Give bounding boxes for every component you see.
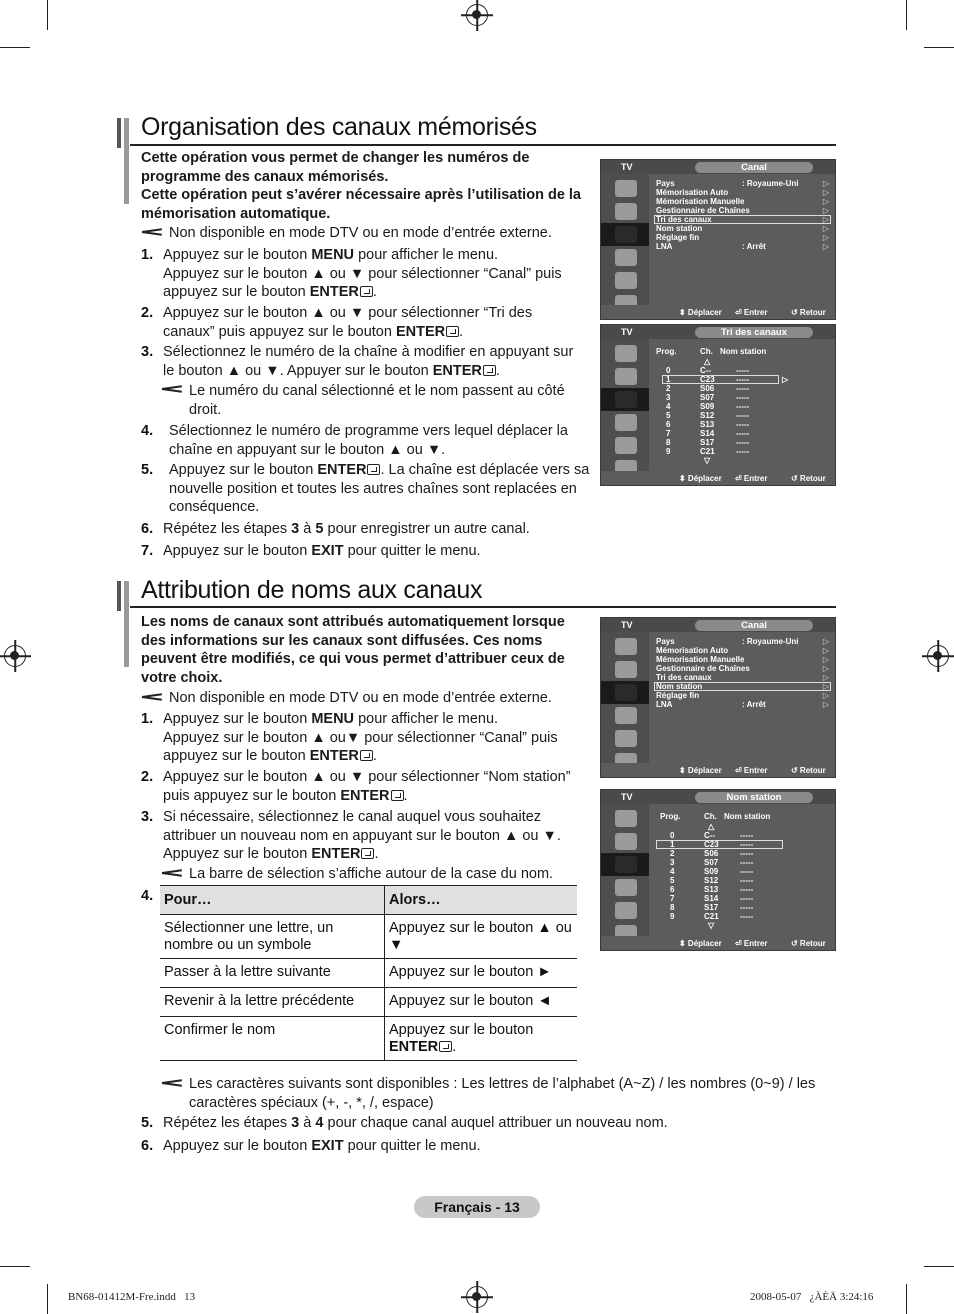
section-bar xyxy=(117,581,121,611)
menu-item: LNA xyxy=(656,242,673,251)
prog-number: 5 xyxy=(666,411,671,420)
key-enter: ENTER xyxy=(389,1039,439,1055)
table-cell: Confirmer le nom xyxy=(160,1017,385,1061)
crop-mark xyxy=(906,1284,907,1314)
action-table xyxy=(160,885,577,1061)
prog-number: 0 xyxy=(666,366,671,375)
step-text xyxy=(163,542,583,561)
scroll-down-icon: ▽ xyxy=(704,456,711,465)
menu-tv-label: TV xyxy=(621,327,633,337)
enter-icon xyxy=(361,848,374,859)
channel-name: S09 xyxy=(700,402,715,411)
step-text-part: Si nécessaire, sélectionnez le canal auquel vous souhaitez attribuer un nouveau nom en appuyant sur le bouton ▲ ou ▼. Appuyez sur le bouton xyxy=(163,809,561,862)
menu-item: Mémorisation Auto xyxy=(656,646,729,655)
channel-name: S14 xyxy=(700,429,715,438)
step-text-part: Appuyez sur le bouton xyxy=(163,247,308,263)
station-name: ----- xyxy=(740,912,754,921)
prog-number: 4 xyxy=(666,402,671,411)
table-row xyxy=(160,1017,577,1061)
step-text-part: à xyxy=(303,1115,312,1131)
channel-name: S09 xyxy=(704,867,719,876)
crop-mark xyxy=(47,1284,48,1314)
channel-name: C23 xyxy=(704,840,719,849)
menu-item-arrow-icon: ▷ xyxy=(822,637,829,646)
column-header: Nom station xyxy=(720,347,767,356)
menu-content xyxy=(652,174,835,305)
section-bar xyxy=(124,118,129,204)
step-text-part: Répétez les étapes xyxy=(163,521,288,537)
prog-number: 3 xyxy=(670,858,675,867)
menu-item: Réglage fin xyxy=(656,691,700,700)
channel-name: C23 xyxy=(700,375,715,384)
step-text xyxy=(163,520,583,539)
step-text: Appuyez sur le bouton ▲ ou ▼ pour sélectionner “Nom station” puis appuyez sur le bouton ENTER . xyxy=(163,769,571,804)
station-name: ----- xyxy=(736,402,750,411)
key-enter: ENTER xyxy=(309,748,359,764)
step-number: 3. xyxy=(141,344,154,360)
menu-category-icon xyxy=(615,833,637,850)
station-name: ----- xyxy=(740,831,754,840)
prog-number: 6 xyxy=(670,885,675,894)
note-arrow-icon xyxy=(162,384,184,394)
channel-name: S07 xyxy=(700,393,715,402)
column-header: Prog. xyxy=(660,812,681,821)
section-title: Organisation des canaux mémorisés xyxy=(141,113,537,141)
section-bar xyxy=(117,118,121,148)
table-row xyxy=(160,959,577,988)
table-cell: Appuyez sur le bouton ENTER . xyxy=(385,1017,578,1061)
footer-move-hint: ⬍ Déplacer xyxy=(679,766,722,775)
menu-item: LNA xyxy=(656,700,673,709)
column-header: Ch. xyxy=(700,347,713,356)
channel-name: C21 xyxy=(704,912,719,921)
station-name: ----- xyxy=(736,420,750,429)
step-number: 1. xyxy=(141,711,154,727)
menu-category-icon xyxy=(615,707,637,724)
step-ref: 3 xyxy=(291,521,300,537)
channel-name: C-- xyxy=(704,831,716,840)
table-cell: Passer à la lettre suivante xyxy=(160,959,385,988)
enter-icon xyxy=(367,464,380,475)
scroll-down-icon: ▽ xyxy=(708,921,715,930)
menu-category-icon xyxy=(615,180,637,197)
menu-item-arrow-icon: ▷ xyxy=(822,242,829,251)
table-row xyxy=(160,988,577,1017)
footer-enter-hint: ⏎ Entrer xyxy=(735,766,768,775)
channel-name: S13 xyxy=(704,885,719,894)
prog-number: 7 xyxy=(666,429,671,438)
prog-number: 1 xyxy=(670,840,675,849)
footer-back-hint: ↺ Retour xyxy=(791,766,826,775)
step-text: Appuyez sur le bouton ▲ ou ▼ pour sélectionner “Tri des canaux” puis appuyez sur le bouton ENTER . xyxy=(163,305,533,340)
menu-selection-box xyxy=(656,840,783,849)
menu-item: Pays xyxy=(656,637,675,646)
key-enter: ENTER xyxy=(432,362,482,379)
menu-item: Tri des canaux xyxy=(656,673,712,682)
menu-item-arrow-icon: ▷ xyxy=(822,233,829,242)
prog-number: 0 xyxy=(670,831,675,840)
table-cell: Appuyez sur le bouton ▲ ou ▼ xyxy=(385,915,578,959)
note-arrow-icon xyxy=(142,227,164,237)
scroll-up-icon: △ xyxy=(708,822,715,831)
key-enter: ENTER xyxy=(311,846,361,862)
step-number: 5. xyxy=(141,1115,154,1131)
note-text: Non disponible en mode DTV ou en mode d’entrée externe. xyxy=(169,690,552,706)
section-title: Attribution de noms aux canaux xyxy=(141,576,483,604)
menu-content xyxy=(652,804,835,936)
enter-icon xyxy=(360,286,373,297)
menu-category-icon xyxy=(615,879,637,896)
step-text-part: pour quitter le menu. xyxy=(347,1138,481,1154)
move-right-icon: ▷ xyxy=(782,375,789,384)
step-text-part: Répétez les étapes xyxy=(163,1115,288,1131)
footer-file: BN68-01412M-Fre.indd 13 xyxy=(68,1291,196,1303)
prog-number: 1 xyxy=(666,375,671,384)
crop-mark xyxy=(0,47,30,48)
menu-category-icon xyxy=(615,391,637,408)
column-header: Nom station xyxy=(724,812,771,821)
step-text xyxy=(169,461,591,517)
menu-category-icon xyxy=(615,810,637,827)
menu-footer xyxy=(601,305,835,319)
intro-text: Les noms de canaux sont attribués automatiquement lorsque des informations sur les canaux sont diffusées. Ces noms peuvent être modifiés, ce qui vous permet d’attribuer ceux de votre choix. xyxy=(141,614,565,686)
menu-item-arrow-icon: ▷ xyxy=(822,188,829,197)
note-text: Non disponible en mode DTV ou en mode d’entrée externe. xyxy=(169,225,552,241)
prog-number: 9 xyxy=(666,447,671,456)
key-exit: EXIT xyxy=(311,1138,344,1154)
menu-title: Tri des canaux xyxy=(695,327,813,338)
enter-icon xyxy=(483,365,496,376)
menu-item-arrow-icon: ▷ xyxy=(822,664,829,673)
menu-category-icon xyxy=(615,249,637,266)
menu-item-arrow-icon: ▷ xyxy=(822,682,829,691)
menu-item: Pays xyxy=(656,179,675,188)
registration-mark-icon xyxy=(466,1286,488,1308)
menu-footer xyxy=(601,936,835,950)
step-text-part: pour chaque canal auquel attribuer un nouveau nom. xyxy=(327,1115,668,1131)
menu-content xyxy=(652,632,835,763)
step-number: 1. xyxy=(141,247,154,263)
channel-name: S13 xyxy=(700,420,715,429)
menu-selection-box xyxy=(662,375,779,384)
menu-category-icon xyxy=(615,730,637,747)
station-name: ----- xyxy=(736,429,750,438)
note-arrow-icon xyxy=(162,1078,184,1088)
footer-back-hint: ↺ Retour xyxy=(791,474,826,483)
menu-sidebar xyxy=(601,339,649,471)
scroll-up-icon: △ xyxy=(704,357,711,366)
step-number: 3. xyxy=(141,809,154,825)
crop-mark xyxy=(0,1266,30,1267)
menu-item: Mémorisation Manuelle xyxy=(656,197,745,206)
step-text-part: à xyxy=(303,521,312,537)
station-name: ----- xyxy=(736,375,750,384)
menu-tv-label: TV xyxy=(621,620,633,630)
footer-enter-hint: ⏎ Entrer xyxy=(735,308,768,317)
step-text-part: pour quitter le menu. xyxy=(347,543,481,559)
menu-title: Canal xyxy=(695,162,813,173)
tv-menu-canal xyxy=(600,159,836,320)
menu-sidebar xyxy=(601,174,649,305)
intro-text: Cette opération vous permet de changer les numéros de programme des canaux mémorisés. xyxy=(141,150,530,185)
step-text: Sélectionnez le numéro de la chaîne à modifier en appuyant sur le bouton ▲ ou ▼. Appuyer sur le bouton ENTER . xyxy=(163,344,574,379)
channel-name: S17 xyxy=(700,438,715,447)
channel-name: S14 xyxy=(704,894,719,903)
menu-footer xyxy=(601,471,835,485)
menu-item-arrow-icon: ▷ xyxy=(822,197,829,206)
menu-title: Canal xyxy=(695,620,813,631)
station-name: ----- xyxy=(740,849,754,858)
step-ref: 4 xyxy=(315,1115,324,1131)
footer-back-hint: ↺ Retour xyxy=(791,939,826,948)
step-number: 2. xyxy=(141,769,154,785)
step-number: 4. xyxy=(141,888,154,904)
prog-number: 3 xyxy=(666,393,671,402)
station-name: ----- xyxy=(740,858,754,867)
key-enter: ENTER xyxy=(317,462,367,478)
footer-back-hint: ↺ Retour xyxy=(791,308,826,317)
menu-tv-label: TV xyxy=(621,162,633,172)
step-text-part: Sélectionnez le numéro de la chaîne à modifier en appuyant sur le bouton ▲ ou ▼. Appuyer sur le bouton xyxy=(163,344,574,379)
step-text-part: Appuyez sur le bouton ▲ ou ▼ pour sélectionner “Nom station” puis appuyez sur le bouton xyxy=(163,769,571,804)
menu-category-icon xyxy=(615,902,637,919)
step-text-part: Appuyez sur le bouton xyxy=(163,543,308,559)
table-header-row xyxy=(160,886,577,915)
channel-name: C21 xyxy=(700,447,715,456)
step-text-part: Appuyez sur le bouton xyxy=(163,711,308,727)
key-enter: ENTER xyxy=(340,787,390,804)
prog-number: 8 xyxy=(670,903,675,912)
prog-number: 8 xyxy=(666,438,671,447)
section-bar xyxy=(124,581,129,667)
step-ref: 3 xyxy=(291,1115,300,1131)
table-cell: Appuyez sur le bouton ► xyxy=(385,959,578,988)
note-text: Le numéro du canal sélectionné et le nom passent au côté droit. xyxy=(189,383,565,418)
menu-item-arrow-icon: ▷ xyxy=(822,700,829,709)
station-name: ----- xyxy=(736,438,750,447)
menu-item: Gestionnaire de Chaînes xyxy=(656,206,750,215)
menu-item: Gestionnaire de Chaînes xyxy=(656,664,750,673)
menu-header xyxy=(601,325,835,339)
menu-item-value: : Arrêt xyxy=(742,242,766,251)
column-header: Prog. xyxy=(656,347,677,356)
crop-mark xyxy=(924,1266,954,1267)
prog-number: 4 xyxy=(670,867,675,876)
step-text-part: pour afficher le menu. xyxy=(358,711,499,727)
menu-sidebar xyxy=(601,632,649,763)
crop-mark xyxy=(47,0,48,30)
station-name: ----- xyxy=(736,366,750,375)
key-menu: MENU xyxy=(311,247,355,263)
menu-category-icon xyxy=(615,272,637,289)
menu-header xyxy=(601,790,835,804)
step-text: Si nécessaire, sélectionnez le canal auquel vous souhaitez attribuer un nouveau nom en appuyant sur le bouton ▲ ou ▼. Appuyez sur le bouton ENTER . xyxy=(163,809,561,862)
registration-mark-icon xyxy=(927,645,949,667)
step-text: Appuyez sur le bouton MENU pour afficher le menu. Appuyez sur le bouton ▲ ou▼ pour sélectionner “Canal” puis appuyez sur le bouton ENTER . xyxy=(163,711,558,764)
registration-mark-icon xyxy=(4,645,26,667)
step-text-part: pour afficher le menu. xyxy=(358,247,499,263)
station-name: ----- xyxy=(740,876,754,885)
tv-menu-canal xyxy=(600,617,836,778)
step-number: 6. xyxy=(141,521,154,537)
channel-name: S07 xyxy=(704,858,719,867)
menu-category-icon xyxy=(615,368,637,385)
menu-header xyxy=(601,618,835,632)
table-cell: Sélectionner une lettre, un nombre ou un symbole xyxy=(160,915,385,959)
note-arrow-icon xyxy=(142,692,164,702)
step-number: 6. xyxy=(141,1138,154,1154)
station-name: ----- xyxy=(740,840,754,849)
channel-name: S17 xyxy=(704,903,719,912)
station-name: ----- xyxy=(740,894,754,903)
menu-title: Nom station xyxy=(695,792,813,803)
menu-item: Tri des canaux xyxy=(656,215,712,224)
channel-name: S12 xyxy=(704,876,719,885)
channel-name: S06 xyxy=(700,384,715,393)
step-text xyxy=(163,1114,763,1133)
enter-icon xyxy=(391,790,404,801)
footer-enter-hint: ⏎ Entrer xyxy=(735,474,768,483)
menu-item-arrow-icon: ▷ xyxy=(822,224,829,233)
title-rule xyxy=(130,144,836,146)
table-cell: Appuyez sur le bouton ◄ xyxy=(385,988,578,1017)
enter-icon xyxy=(439,1041,452,1052)
key-menu: MENU xyxy=(311,711,355,727)
registration-mark-icon xyxy=(466,4,488,26)
step-text-part: . La chaîne est déplacée vers sa nouvelle position et toutes les autres chaînes sont replacées en conséquence. xyxy=(169,462,590,515)
menu-category-icon xyxy=(615,856,637,873)
table-cell-text: Appuyez sur le bouton xyxy=(389,1022,534,1038)
step-text: Appuyez sur le bouton MENU pour afficher le menu. Appuyez sur le bouton ▲ ou ▼ pour sélectionner “Canal” puis appuyez sur le bouton ENTER . xyxy=(163,247,562,300)
footer-move-hint: ⬍ Déplacer xyxy=(679,474,722,483)
channel-name: S12 xyxy=(700,411,715,420)
menu-item-arrow-icon: ▷ xyxy=(822,691,829,700)
menu-category-icon xyxy=(615,437,637,454)
menu-category-icon xyxy=(615,661,637,678)
menu-item: Mémorisation Auto xyxy=(656,188,729,197)
menu-header xyxy=(601,160,835,174)
key-enter: ENTER xyxy=(395,323,446,340)
step-text-part: Appuyez sur le bouton ▲ ou▼ pour sélectionner “Canal” puis appuyez sur le bouton xyxy=(163,729,558,764)
prog-number: 7 xyxy=(670,894,675,903)
table-cell: Revenir à la lettre précédente xyxy=(160,988,385,1017)
channel-name: C-- xyxy=(700,366,712,375)
menu-item-arrow-icon: ▷ xyxy=(822,179,829,188)
menu-tv-label: TV xyxy=(621,792,633,802)
station-name: ----- xyxy=(736,411,750,420)
table-header: Pour… xyxy=(160,886,385,915)
menu-content xyxy=(652,339,835,471)
step-text xyxy=(163,1137,763,1156)
station-name: ----- xyxy=(740,903,754,912)
step-text-part: pour enregistrer un autre canal. xyxy=(327,521,530,537)
step-number: 5. xyxy=(141,462,154,478)
prog-number: 5 xyxy=(670,876,675,885)
tv-menu-nom-station xyxy=(600,789,836,951)
menu-item-value: : Royaume-Uni xyxy=(742,179,799,188)
footer-enter-hint: ⏎ Entrer xyxy=(735,939,768,948)
channel-name: S06 xyxy=(704,849,719,858)
prog-number: 2 xyxy=(666,384,671,393)
station-name: ----- xyxy=(736,393,750,402)
menu-sidebar xyxy=(601,804,649,936)
note-text: La barre de sélection s’affiche autour de la case du nom. xyxy=(189,866,554,882)
menu-footer xyxy=(601,763,835,777)
menu-item-arrow-icon: ▷ xyxy=(822,655,829,664)
menu-category-icon xyxy=(615,638,637,655)
menu-category-icon xyxy=(615,203,637,220)
menu-item-arrow-icon: ▷ xyxy=(822,215,829,224)
prog-number: 2 xyxy=(670,849,675,858)
prog-number: 6 xyxy=(666,420,671,429)
step-text-part: Appuyez sur le bouton xyxy=(169,462,314,478)
crop-mark xyxy=(906,0,907,30)
menu-item-arrow-icon: ▷ xyxy=(822,646,829,655)
note-text: Les caractères suivants sont disponibles : Les lettres de l’alphabet (A~Z) / les nombres (0~9) / les caractères spéciaux (+, -, *, /, espace) xyxy=(189,1076,816,1111)
station-name: ----- xyxy=(740,885,754,894)
menu-item: Nom station xyxy=(656,682,703,691)
menu-item-value: : Royaume-Uni xyxy=(742,637,799,646)
step-text-part: Appuyez sur le bouton xyxy=(163,1138,308,1154)
menu-category-icon xyxy=(615,414,637,431)
menu-item: Réglage fin xyxy=(656,233,700,242)
menu-item: Mémorisation Manuelle xyxy=(656,655,745,664)
menu-category-icon xyxy=(615,226,637,243)
key-exit: EXIT xyxy=(311,543,344,559)
menu-category-icon xyxy=(615,345,637,362)
step-text: Sélectionnez le numéro de programme vers lequel déplacer la chaîne en appuyant sur le bouton ▲ ou ▼. xyxy=(169,423,568,458)
enter-icon xyxy=(446,326,459,337)
menu-item-arrow-icon: ▷ xyxy=(822,673,829,682)
step-ref: 5 xyxy=(315,521,324,537)
station-name: ----- xyxy=(736,447,750,456)
step-number: 2. xyxy=(141,305,154,321)
menu-item: Nom station xyxy=(656,224,703,233)
menu-item-value: : Arrêt xyxy=(742,700,766,709)
tv-menu-tri-des-canaux xyxy=(600,324,836,486)
step-number: 4. xyxy=(141,423,154,439)
note-arrow-icon xyxy=(162,868,184,878)
page-label: Français - 13 xyxy=(414,1196,540,1218)
prog-number: 9 xyxy=(670,912,675,921)
step-number: 7. xyxy=(141,543,154,559)
intro-text: Cette opération peut s’avérer nécessaire après l’utilisation de la mémorisation automatique. xyxy=(141,187,581,222)
table-header: Alors… xyxy=(385,886,578,915)
crop-mark xyxy=(924,47,954,48)
title-rule xyxy=(130,606,836,608)
step-text-part: Appuyez sur le bouton ▲ ou ▼ pour sélectionner “Tri des canaux” puis appuyez sur le bouton xyxy=(163,305,533,340)
footer-date: 2008-05-07 ¿ÀÈÄ 3:24:16 xyxy=(750,1291,874,1303)
menu-category-icon xyxy=(615,684,637,701)
enter-icon xyxy=(360,750,373,761)
station-name: ----- xyxy=(740,867,754,876)
column-header: Ch. xyxy=(704,812,717,821)
table-row xyxy=(160,915,577,959)
step-text-part: Appuyez sur le bouton ▲ ou ▼ pour sélectionner “Canal” puis appuyez sur le bouton xyxy=(163,265,562,300)
menu-item-arrow-icon: ▷ xyxy=(822,206,829,215)
key-enter: ENTER xyxy=(309,284,359,300)
station-name: ----- xyxy=(736,384,750,393)
footer-move-hint: ⬍ Déplacer xyxy=(679,308,722,317)
footer-move-hint: ⬍ Déplacer xyxy=(679,939,722,948)
